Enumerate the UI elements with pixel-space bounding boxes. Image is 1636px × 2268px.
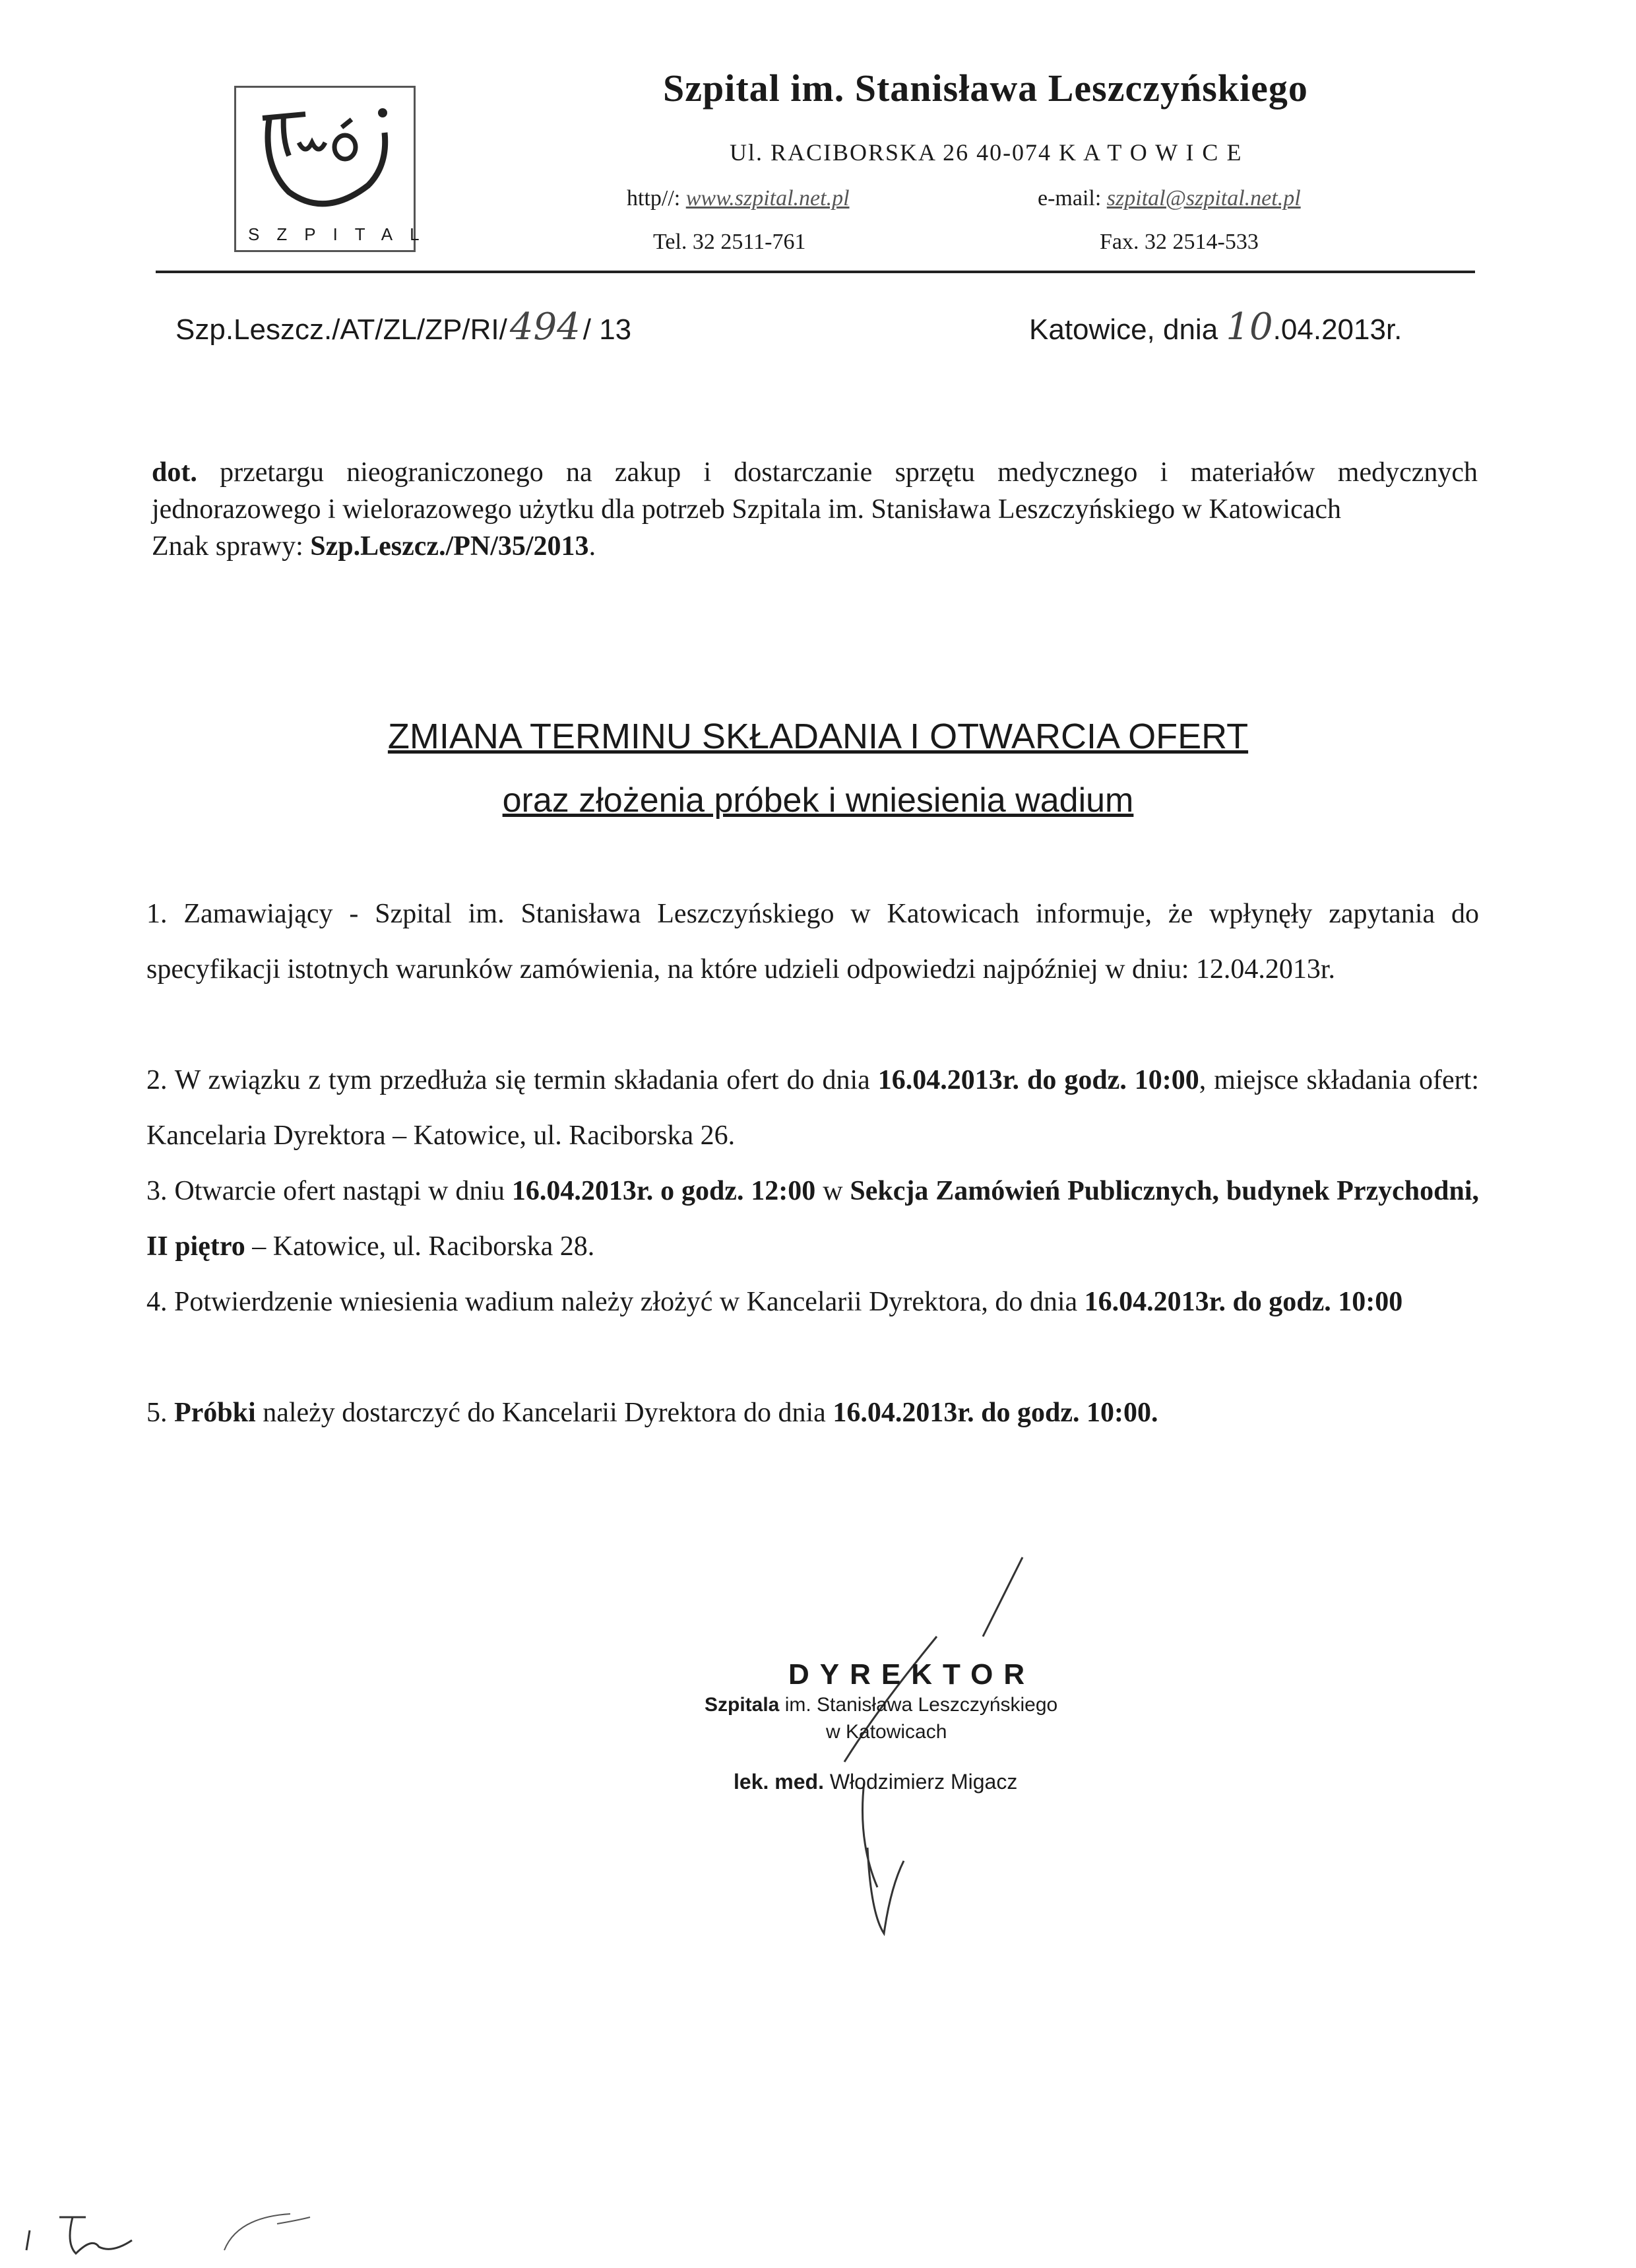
phone-number: Tel. 32 2511-761 [653,230,806,254]
point-3-connector: w [823,1176,843,1206]
signature-organization [705,1694,1057,1716]
point-4 [146,1274,1479,1330]
address: Ul. RACIBORSKA 26 40-074 K A T O W I C E [730,139,1243,166]
hospital-logo [234,86,437,252]
case-label: Znak sprawy: [152,531,303,562]
notice-heading: ZMIANA TERMINU SKŁADANIA I OTWARCIA OFERT [387,717,1249,756]
fax-number: Fax. 32 2514-533 [1100,230,1259,254]
date-handwritten-day: 10 [1226,306,1273,348]
point-2-deadline: 16.04.2013r. do godz. 10:00 [877,1065,1199,1095]
reference-suffix: / 13 [582,313,632,346]
point-1: 1. Zamawiający - Szpital im. Stanisława Leszczyńskiego w Katowicach informuje, że wpłynęły zapytania do specyfikacji istotnych warunków zamówienia, na które udzieli odpowiedzi najpóźniej w dniu: 12.04.2013r. [146,899,1479,985]
point-3 [146,1163,1479,1274]
point-5-text: należy dostarczyć do Kancelarii Dyrektora do dnia [263,1398,826,1428]
point-3-place: Sekcja Zamówień Publicznych, budynek Przychodni, II piętro [146,1176,1479,1262]
signature-org-rest: im. Stanisława Leszczyńskiego [784,1694,1058,1716]
date-suffix: .04.2013r. [1273,313,1402,346]
signature-person: Włodzimierz Migacz [829,1770,1018,1794]
document-date [1029,306,1402,348]
point-5-deadline: 16.04.2013r. do godz. 10:00. [833,1398,1158,1428]
point-3-address: – Katowice, ul. Raciborska 28. [252,1231,595,1262]
organization-name: Szpital im. Stanisława Leszczyńskiego [663,67,1308,110]
reference-prefix: Szp.Leszcz./AT/ZL/ZP/RI/ [175,313,507,346]
point-3-datetime: 16.04.2013r. o godz. 12:00 [511,1176,816,1206]
signature-name [734,1770,1017,1794]
point-2-text: 2. W związku z tym przedłuża się termin składania ofert do dnia [146,1065,870,1095]
email-link[interactable]: szpital@szpital.net.pl [1106,186,1301,211]
email-line [1038,186,1301,211]
notice-subheading: oraz złożenia próbek i wniesienia wadium [502,781,1134,820]
logo-word: SZPITAL [248,224,437,244]
case-end: . [588,531,596,562]
website-line [627,186,850,211]
signature-title: DYREKTOR [788,1658,1036,1691]
email-label: e-mail: [1038,186,1102,211]
initials-scribble [13,2178,356,2263]
website-label: http//: [627,186,681,211]
document-reference [175,306,631,348]
point-2-location: , miejsce składania ofert: Kancelaria Dyrektora – Katowice, ul. Raciborska 26. [146,1065,1479,1151]
point-4-deadline: 16.04.2013r. do godz. 10:00 [1084,1287,1403,1317]
point-2 [146,1053,1479,1163]
subject-lead: dot. [152,457,197,488]
subject-text: przetargu nieograniczonego na zakup i dostarczanie sprzętu medycznego i materiałów medycznych jednorazowego i wielorazowego użytku dla potrzeb Szpitala im. Stanisława Leszczyńskiego w Katowicach [152,457,1478,525]
subject-paragraph [152,454,1478,565]
point-4-text: 4. Potwierdzenie wniesienia wadium należy złożyć w Kancelarii Dyrektora, do dnia [146,1287,1078,1317]
header-divider [156,271,1475,273]
point-5 [146,1385,1479,1441]
point-5-number: 5. [146,1398,168,1428]
website-link[interactable]: www.szpital.net.pl [685,186,850,211]
reference-handwritten-number: 494 [509,306,581,348]
case-number: Szp.Leszcz./PN/35/2013 [310,531,589,562]
signature-city: w Katowicach [826,1721,947,1743]
signature-name-prefix: lek. med. [734,1770,824,1794]
logo-face-icon [243,93,409,212]
signature-org-bold: Szpitala [705,1694,780,1716]
date-prefix: Katowice, dnia [1029,313,1218,346]
point-3-text: 3. Otwarcie ofert nastąpi w dniu [146,1176,505,1206]
point-5-keyword: Próbki [174,1398,256,1428]
